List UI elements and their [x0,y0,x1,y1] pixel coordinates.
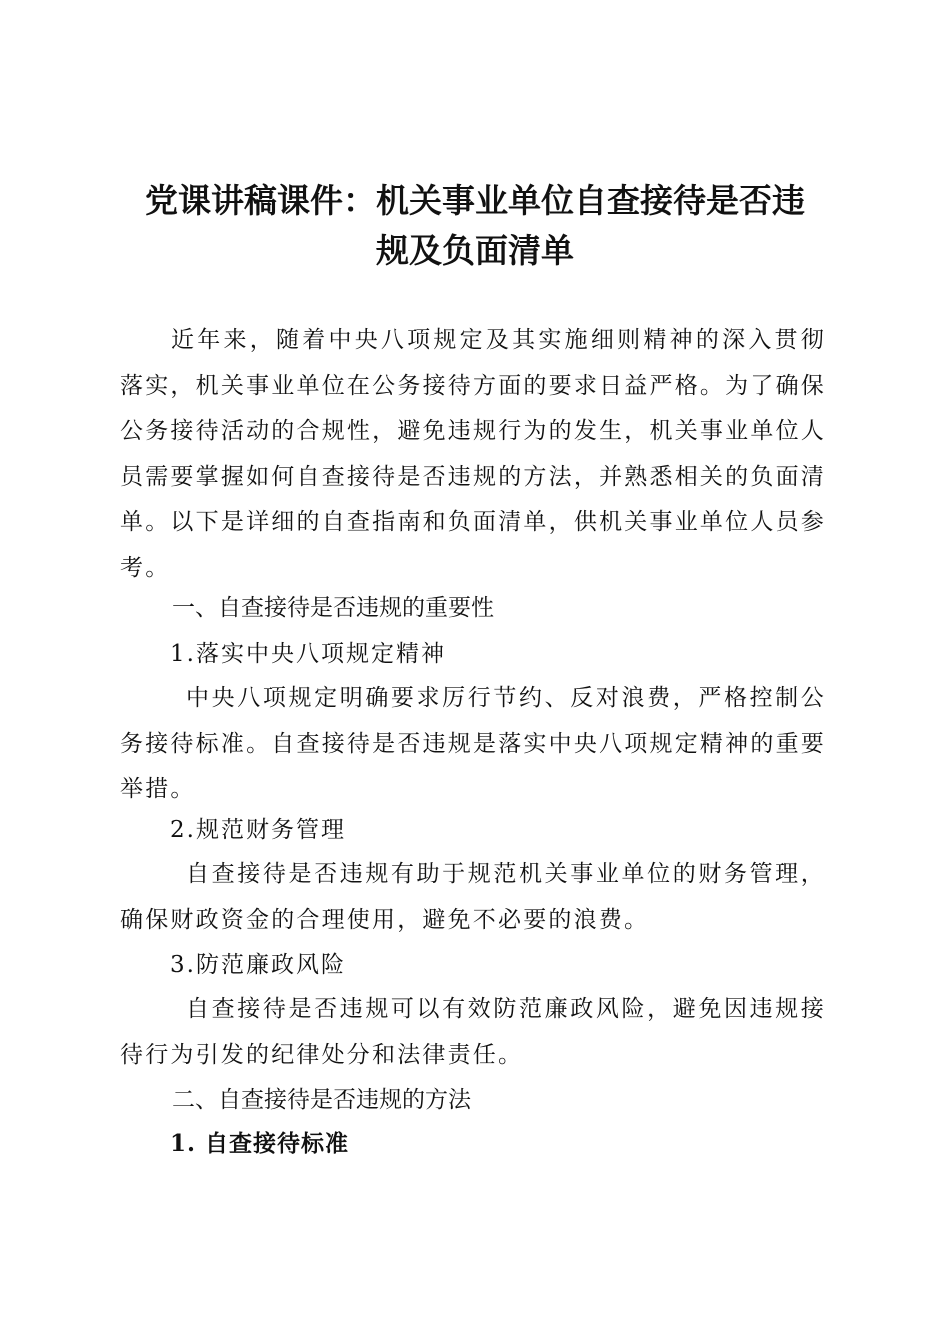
item-1-title: 1.落实中央八项规定精神 [170,641,446,667]
section-1-heading: 一、自查接待是否违规的重要性 [172,595,494,621]
item-2-body: 自查接待是否违规有助于规范机关事业单位的财务管理，确保财政资金的合理使用，避免不必要的浪费。 [120,861,826,933]
section-2-heading: 二、自查接待是否违规的方法 [172,1087,471,1113]
item-3-title: 3.防范廉政风险 [170,952,346,978]
item-2-title: 2.规范财务管理 [170,817,346,843]
document-title [110,176,840,276]
title-line-1: 党课讲稿课件：机关事业单位自查接待是否违 [145,181,805,220]
item-1-body: 中央八项规定明确要求厉行节约、反对浪费，严格控制公务接待标准。自查接待是否违规是落实中央八项规定精神的重要举措。 [120,685,826,802]
section-2-item-1: 1. 自查接待标准 [170,1130,350,1157]
title-line-2: 规及负面清单 [376,231,574,270]
item-3-body: 自查接待是否违规可以有效防范廉政风险，避免因违规接待行为引发的纪律处分和法律责任。 [120,996,826,1068]
intro-paragraph: 近年来，随着中央八项规定及其实施细则精神的深入贯彻落实，机关事业单位在公务接待方面的要求日益严格。为了确保公务接待活动的合规性，避免违规行为的发生，机关事业单位人员需要掌握如何自查接待是否违规的方法，并熟悉相关的负面清单。以下是详细的自查指南和负面清单，供机关事业单位人员参考。 [120,327,826,581]
